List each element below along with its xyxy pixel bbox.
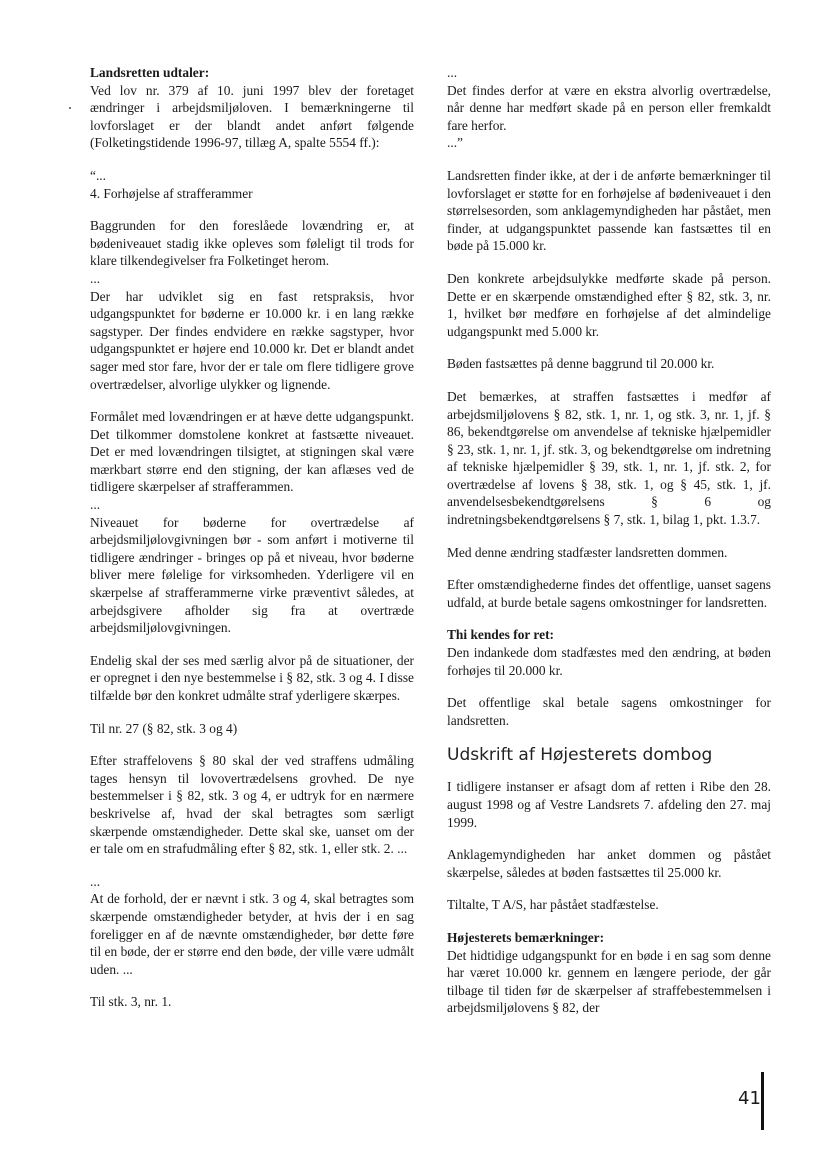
section-title: Udskrift af Højesterets dombog xyxy=(447,745,713,766)
paragraph: Der har udviklet sig en fast retspraksis, hvor udgangspunktet for bøderne er 10.000 kr. i en lang række sagstyper. Der findes endvidere en række sagstyper, hvor udgangspunktet er højere end 10.000 kr. Det er blandt andet sager med stor fare, hvor der er tale om flere tidligere grove overtrædelser, alvorlige ulykker og lignende. xyxy=(90,288,414,392)
paragraph: Det bemærkes, at straffen fastsættes i medfør af arbejdsmiljølovens § 82, stk. 1, nr. 1, og stk. 3, nr. 1, jf. § 86, bekendtgørelse om anvendelse af tekniske hjælpemidler § 23, stk. 1, nr. 1, jf. stk. 3, og bekendtgørelse om indretning af tekniske hjælpemidler § 39, stk. 1, nr. 1, jf. stk. 2, for overtrædelse af lovens § 38, stk. 1, og § 45, stk. 1, jf. anvendelsesbekendtgørelsens § 6 og indretningsbekendtgørelsens § 7, stk. 1, bilag 1, pkt. 1.3.7. xyxy=(447,388,771,528)
paragraph: Til stk. 3, nr. 1. xyxy=(90,994,172,1010)
paragraph: ... xyxy=(90,873,101,889)
right-column xyxy=(447,64,771,1017)
paragraph: Endelig skal der ses med særlig alvor på de situationer, der er opregnet i den nye bestemmelse i § 82, stk. 3 og 4. I disse tilfælde bør den konkret udmålte straf yderligere skærpes. xyxy=(90,652,414,703)
paragraph: Niveauet for bøderne for overtrædelse af arbejdsmiljølovgivningen bør - som anført i motiverne til tidligere ændringer - bringes op på et niveau, hvor bøderne bliver mere følelige for virksomheden. Yderligere vil en skærpelse af strafferammerne virke præventivt således, at arbejdsgivere afholder sig fra at overtræde arbejdsmiljølovgivningen. xyxy=(90,514,414,636)
paragraph: Bøden fastsættes på denne baggrund til 20.000 kr. xyxy=(447,356,715,372)
paragraph: Efter omstændighederne findes det offentlige, uanset sagens udfald, at burde betale sagens omkostninger for landsretten. xyxy=(447,577,771,610)
paragraph: At de forhold, der er nævnt i stk. 3 og 4, skal betragtes som skærpende omstændigheder betyder, at hvis der i en sag foreligger en af de nævnte omstændigheder, bør dette føre til en bøde, der er større end den bøde, der ville være udmålt uden. ... xyxy=(90,891,414,977)
paragraph: I tidligere instanser er afsagt dom af retten i Ribe den 28. august 1998 og af Vestre Landsrets 7. afdeling den 27. maj 1999. xyxy=(447,779,771,830)
paragraph: Ved lov nr. 379 af 10. juni 1997 blev der foretaget ændringer i arbejdsmiljøloven. I bemærkningerne til lovforslaget er der blandt andet anført følgende (Folketingstidende 1996-97, tillæg A, spalte 5554 ff.): xyxy=(90,82,414,151)
paragraph: Med denne ændring stadfæster landsretten dommen. xyxy=(447,544,728,560)
paragraph: Landsretten finder ikke, at der i de anførte bemærkninger til lovforslaget er støtte for en forhøjelse af bødeniveauet i den størrelsesorden, som anklagemyndigheden har påstået, men finder, at udgangspunktet passende kan fastsættes til en bøde på 15.000 kr. xyxy=(447,167,771,254)
paragraph: 4. Forhøjelse af strafferammer xyxy=(90,185,253,201)
section-heading: Landsretten udtaler: xyxy=(90,65,210,80)
paragraph: “... xyxy=(90,167,106,183)
page-number-rule xyxy=(761,1072,764,1130)
margin-mark xyxy=(69,107,71,109)
paragraph: Det hidtidige udgangspunkt for en bøde i en sag som denne har været 10.000 kr. gennem en længere periode, der går tilbage til tiden før de skærpelser af straffebestemmelsen i arbejdsmiljølovens § 82, der xyxy=(447,947,771,1016)
paragraph: ...” xyxy=(447,135,463,151)
paragraph: Den indankede dom stadfæstes med den ændring, at bøden forhøjes til 20.000 kr. xyxy=(447,645,771,678)
paragraph: ... xyxy=(90,270,101,286)
left-column xyxy=(90,64,414,1026)
paragraph: Det findes derfor at være en ekstra alvorlig overtrædelse, når denne har medført skade på en person eller fremkaldt fare herfor. xyxy=(447,82,771,133)
paragraph: Baggrunden for den foreslåede lovændring er, at bødeniveauet stadig ikke opleves som føleligt til trods for klare tilkendegivelser fra Folketinget herom. xyxy=(90,218,414,269)
paragraph: Formålet med lovændringen er at hæve dette udgangspunkt. Det tilkommer domstolene konkret at fastsætte niveauet. Det er med lovændringen tilsigtet, at stigningen skal være mærkbart større end den stigning, der kan aflæses ved de tidligere skærpelser af strafferammen. xyxy=(90,409,414,495)
paragraph: Det offentlige skal betale sagens omkostninger for landsretten. xyxy=(447,695,771,728)
paragraph: Anklagemyndigheden har anket dommen og påstået skærpelse, således at bøden fastsættes til 25.000 kr. xyxy=(447,847,771,880)
paragraph: ... xyxy=(447,65,458,80)
paragraph: Efter straffelovens § 80 skal der ved straffens udmåling tages hensyn til lovovertrædelsens grovhed. De nye bestemmelser i § 82, stk. 3 og 4, er udtryk for en nærmere beskrivelse af, hvad der skal betragtes som særligt skærpende omstændigheder. Dette skal ske, uanset om der er tale om en strafudmåling efter § 82, stk. 1, eller stk. 2. ... xyxy=(90,753,414,857)
section-heading: Højesterets bemærkninger: xyxy=(447,929,605,945)
paragraph: Til nr. 27 (§ 82, stk. 3 og 4) xyxy=(90,720,238,736)
section-heading: Thi kendes for ret: xyxy=(447,627,555,643)
paragraph: Den konkrete arbejdsulykke medførte skade på person. Dette er en skærpende omstændighed efter § 82, stk. 3, nr. 1, hvilket bør medføre en forhøjelse af det almindelige udgangspunkt med 5.000 kr. xyxy=(447,270,771,339)
paragraph: ... xyxy=(90,497,101,513)
paragraph: Tiltalte, T A/S, har påstået stadfæstelse. xyxy=(447,897,659,913)
page-number: 41 xyxy=(738,1088,761,1109)
